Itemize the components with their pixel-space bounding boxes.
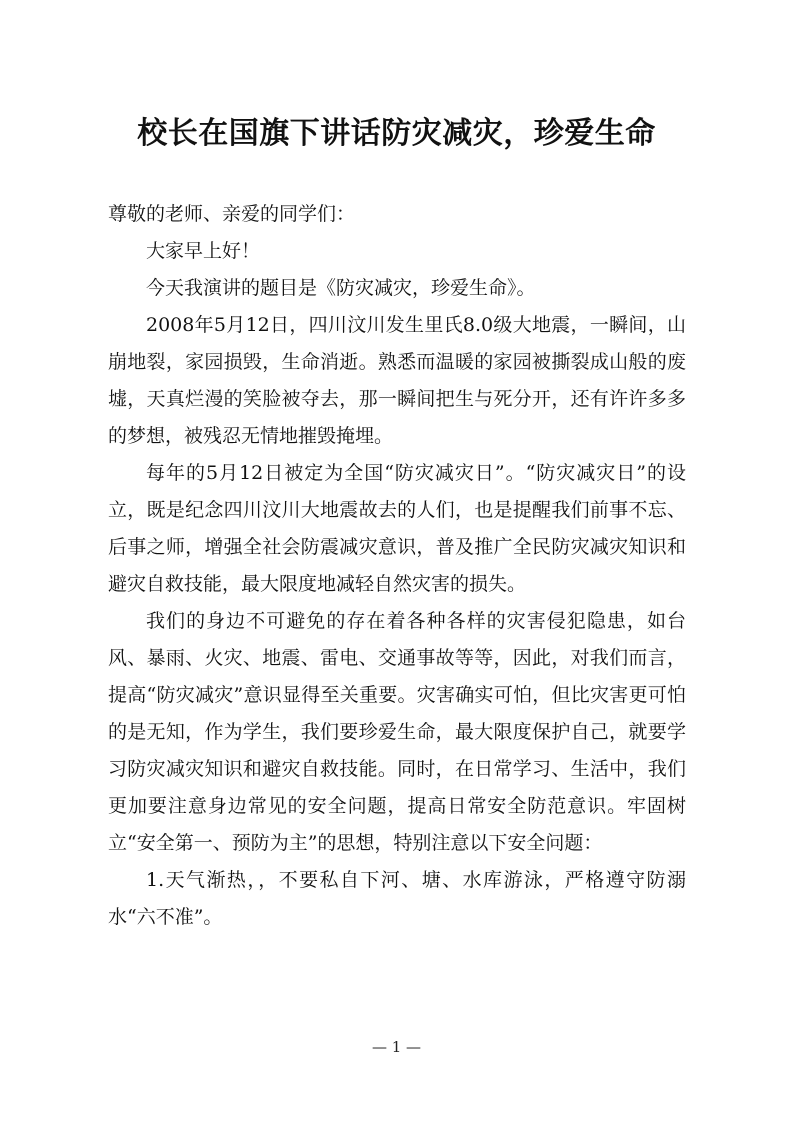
- page-number: — 1 —: [371, 1038, 422, 1056]
- salutation: 尊敬的老师、亲爱的同学们：: [108, 203, 356, 225]
- paragraph-item-1: 1.天气渐热，，不要私自下河、塘、水库游泳，严格遵守防溺水“六不准”。: [108, 869, 686, 928]
- document-body: [108, 196, 686, 936]
- paragraph-topic: 今天我演讲的题目是《防灾减灾，珍爱生命》。: [146, 277, 536, 299]
- paragraph-greeting: 大家早上好！: [146, 240, 261, 262]
- document-title: 校长在国旗下讲话防灾减灾，珍爱生命: [137, 116, 656, 151]
- paragraph-safety-awareness: 我们的身边不可避免的存在着各种各样的灾害侵犯隐患，如台风、暴雨、火灾、地震、雷电、交通事故等等，因此，对我们而言，提高“防灾减灾”意识显得至关重要。灾害确实可怕，但比灾害更可怕的是无知，作为学生，我们要珍爱生命，最大限度保护自己，就要学习防灾减灾知识和避灾自救技能。同时，在日常学习、生活中，我们更加要注意身边常见的安全问题，提高日常安全防范意识。牢固树立“安全第一、预防为主”的思想，特别注意以下安全问题：: [108, 610, 686, 854]
- paragraph-earthquake: 2008年5月12日，四川汶川发生里氏8.0级大地震，一瞬间，山崩地裂，家园损毁，生命消逝。熟悉而温暖的家园被撕裂成山般的废墟，天真烂漫的笑脸被夺去，那一瞬间把生与死分开，还有许许多多的梦想，被残忍无情地摧毁掩埋。: [108, 314, 686, 447]
- paragraph-disaster-day: 每年的5月12日被定为全国“防灾减灾日”。“防灾减灾日”的设立，既是纪念四川汶川大地震故去的人们，也是提醒我们前事不忘、后事之师，增强全社会防震减灾意识，普及推广全民防灾减灾知识和避灾自救技能，最大限度地减轻自然灾害的损失。: [108, 462, 686, 595]
